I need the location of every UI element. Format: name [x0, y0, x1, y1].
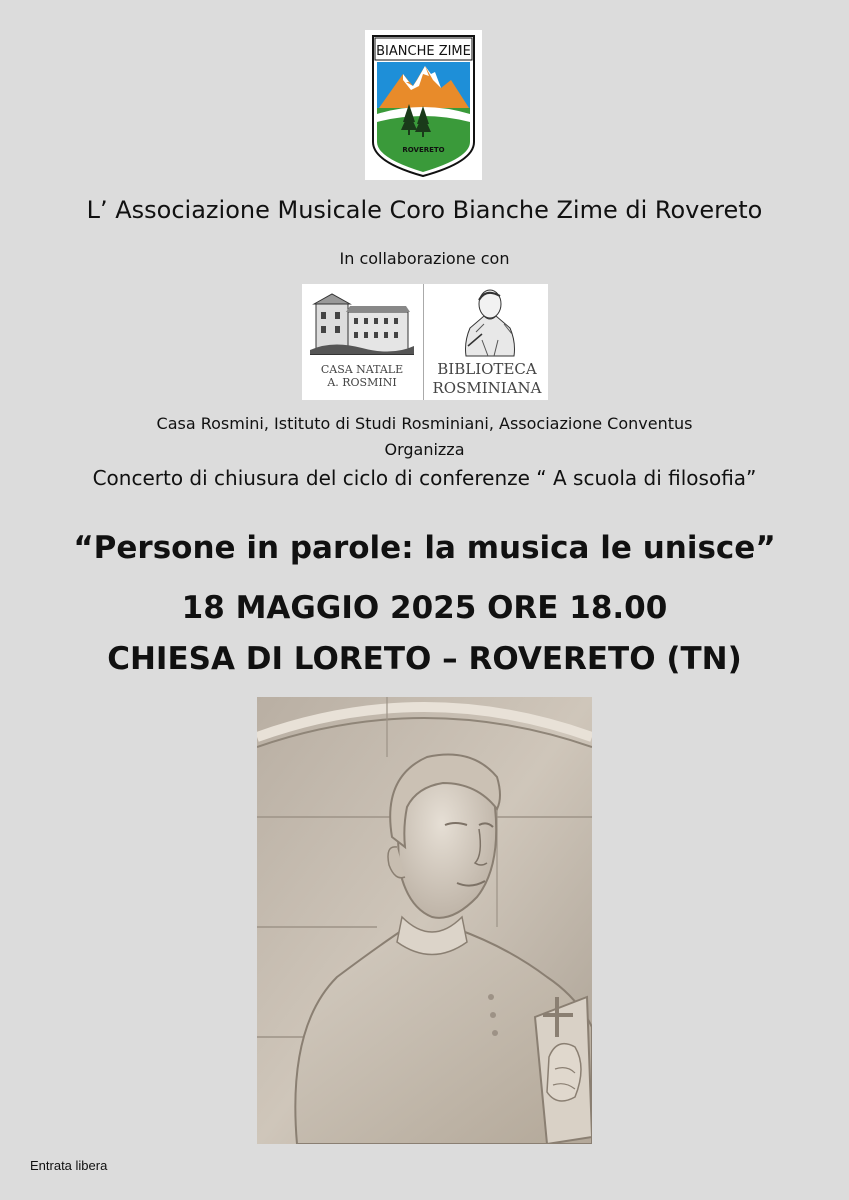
- concert-line: Concerto di chiusura del ciclo di conferenze “ A scuola di filosofia”: [92, 466, 757, 490]
- rosmini-relief-icon: [257, 697, 592, 1144]
- rosmini-relief-photo: [257, 697, 592, 1144]
- logo-banner-text: BIANCHE ZIME: [376, 44, 471, 59]
- biblioteca-line1: BIBLIOTECA: [437, 360, 537, 378]
- partner-divider: [423, 284, 424, 400]
- portrait-engraving-icon: [426, 284, 548, 360]
- event-title: “Persone in parole: la musica le unisce”: [73, 530, 776, 566]
- choir-crest-icon: [365, 30, 482, 180]
- casa-natale-line1: CASA NATALE: [320, 363, 404, 376]
- association-line: L’ Associazione Musicale Coro Bianche Zime di Rovereto: [86, 196, 763, 224]
- collaboration-line: In collaborazione con: [339, 249, 510, 268]
- casa-natale-logo: [302, 284, 422, 400]
- biblioteca-logo: [426, 284, 548, 400]
- choir-logo: [365, 30, 482, 180]
- entry-note: Entrata libera: [30, 1158, 108, 1173]
- logo-city-text: ROVERETO: [402, 146, 445, 154]
- building-engraving-icon: [302, 284, 422, 362]
- casa-natale-line2: A. ROSMINI: [327, 376, 397, 389]
- event-date: 18 MAGGIO 2025 ORE 18.00: [181, 590, 668, 626]
- biblioteca-line2: ROSMINIANA: [432, 379, 542, 397]
- partner-logos: [302, 284, 548, 400]
- organizers-line: Casa Rosmini, Istituto di Studi Rosminiani, Associazione Conventus: [156, 414, 693, 433]
- event-place: CHIESA DI LORETO – ROVERETO (TN): [107, 641, 742, 677]
- organizza-line: Organizza: [384, 440, 465, 459]
